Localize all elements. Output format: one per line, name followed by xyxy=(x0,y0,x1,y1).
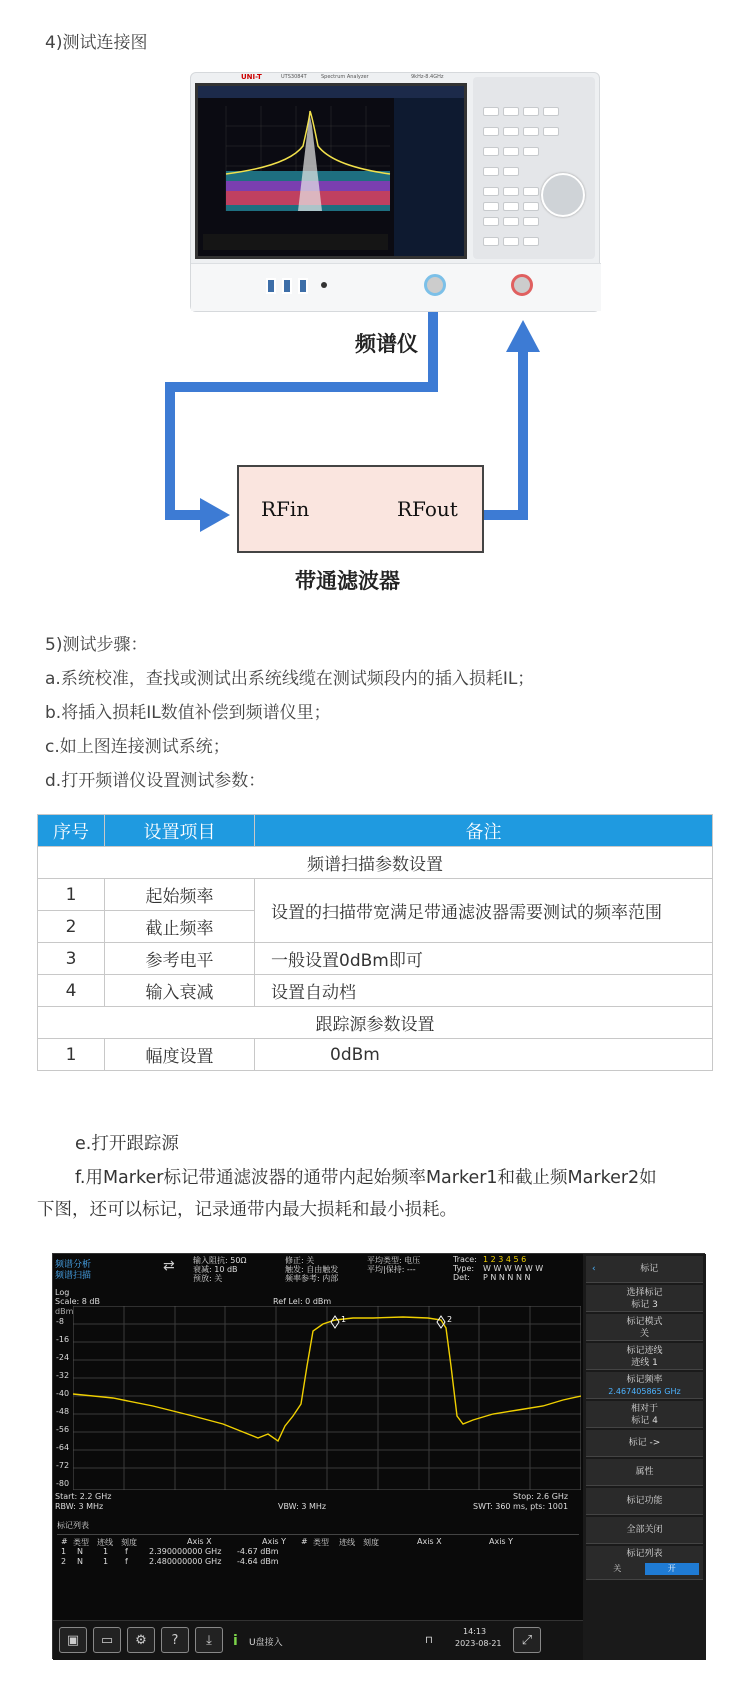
arrow-line xyxy=(518,350,528,520)
type-label: Type: xyxy=(453,1264,475,1273)
log-label: Log xyxy=(55,1288,70,1297)
filter-label: 带通滤波器 xyxy=(295,569,400,593)
spectrum-plot xyxy=(73,1306,581,1490)
help-icon[interactable]: ? xyxy=(161,1627,189,1653)
hdr-preamp: 预放: 关 xyxy=(193,1274,223,1283)
hdr-trigger: 触发: 自由触发 xyxy=(285,1265,339,1274)
mk-header: Axis Y xyxy=(262,1537,287,1546)
toggle-on[interactable]: 开 xyxy=(645,1563,700,1575)
marker-function-button[interactable]: 标记功能 xyxy=(586,1488,703,1515)
mk-cell: 2.480000000 GHz xyxy=(149,1557,222,1566)
marker-table xyxy=(57,1534,579,1586)
mk-cell: N xyxy=(77,1557,83,1566)
y-tick: -56 xyxy=(56,1425,70,1434)
row-item: 参考电平 xyxy=(105,943,255,975)
menu-title-label: 标记 xyxy=(640,1264,659,1274)
analyzer-screenshot xyxy=(52,1253,705,1659)
hdr-avghold: 平均|保持: --- xyxy=(367,1265,416,1274)
marker-list-title: 标记列表 xyxy=(57,1521,89,1530)
steps-title: 5)测试步骤： xyxy=(45,635,148,655)
vbw-label: VBW: 3 MHz xyxy=(278,1502,327,1511)
row-note-merged: 设置的扫描带宽满足带通滤波器需要测试的频率范围 xyxy=(255,879,713,943)
step-f-line2: 下图，还可以标记，记录通带内最大损耗和最小损耗。 xyxy=(37,1200,457,1220)
row-note: 一般设置0dBm即可 xyxy=(255,943,713,975)
trace-label: 标记迹线 xyxy=(626,1346,663,1356)
section-tracking: 跟踪源参数设置 xyxy=(38,1007,713,1039)
mk-cell: 2 xyxy=(61,1557,67,1566)
arrow-line xyxy=(165,382,438,392)
device-model: UTS3084T xyxy=(281,74,307,80)
header-note: 备注 xyxy=(255,815,713,847)
marker-freq-button[interactable] xyxy=(586,1372,703,1399)
device-front-panel xyxy=(473,77,595,259)
rf-output-port-icon xyxy=(424,274,446,296)
mk-header: 迹线 xyxy=(97,1538,113,1547)
header-item: 设置项目 xyxy=(105,815,255,847)
y-tick: -40 xyxy=(56,1389,70,1398)
spectrum-analyzer-image xyxy=(190,72,600,312)
rfout-label: RFout xyxy=(397,497,458,521)
brand-logo: UNI-T xyxy=(241,73,262,81)
header-no: 序号 xyxy=(38,815,105,847)
row-item: 截止频率 xyxy=(105,911,255,943)
mk-header: # xyxy=(301,1537,308,1546)
device-label: 频谱仪 xyxy=(355,332,418,356)
usb-icon: ⊓ xyxy=(425,1635,433,1646)
mk-header: Axis X xyxy=(417,1537,442,1546)
list-label: 标记列表 xyxy=(626,1549,663,1559)
mk-header: 类型 xyxy=(313,1538,329,1547)
step-c: c.如上图连接测试系统； xyxy=(45,737,230,757)
ref-level: Ref Lel: 0 dBm xyxy=(273,1297,332,1306)
device-bottom xyxy=(191,263,601,311)
row-no: 1 xyxy=(38,1039,105,1071)
marker-2-label: 2 xyxy=(447,1315,453,1324)
row-note: 设置自动档 xyxy=(255,975,713,1007)
arrow-line xyxy=(428,312,438,392)
relative-to-button[interactable] xyxy=(586,1401,703,1428)
scale-label: Scale: 8 dB xyxy=(55,1297,100,1306)
mk-cell: -4.67 dBm xyxy=(237,1547,279,1556)
start-freq: Start: 2.2 GHz xyxy=(55,1492,112,1501)
device-freq: 9kHz-8.4GHz xyxy=(411,74,444,80)
row-no: 4 xyxy=(38,975,105,1007)
row-item: 起始频率 xyxy=(105,879,255,911)
rel-label: 相对于 xyxy=(630,1404,658,1414)
mk-cell: -4.64 dBm xyxy=(237,1557,279,1566)
hdr-freqref: 频率参考: 内部 xyxy=(285,1274,339,1283)
section-sweep: 频谱扫描参数设置 xyxy=(38,847,713,879)
mk-cell: f xyxy=(125,1547,128,1556)
trace-value: 迹线 1 xyxy=(631,1358,658,1368)
det-label: Det: xyxy=(453,1273,470,1282)
bandpass-filter-box xyxy=(237,465,484,553)
rel-value: 标记 4 xyxy=(631,1416,658,1426)
y-tick: -8 xyxy=(56,1317,64,1326)
mk-cell: 1 xyxy=(103,1547,109,1556)
y-tick: -32 xyxy=(56,1371,70,1380)
bottom-toolbar xyxy=(53,1620,583,1660)
clock-time: 14:13 xyxy=(463,1627,487,1636)
marker-1-label: 1 xyxy=(341,1315,347,1324)
menu-title[interactable] xyxy=(586,1256,703,1283)
toggle-off[interactable]: 关 xyxy=(613,1564,622,1573)
step4-title: 4)测试连接图 xyxy=(45,33,148,53)
hdr-avgtype: 平均类型: 电压 xyxy=(367,1256,421,1265)
step-e: e.打开跟踪源 xyxy=(75,1134,179,1154)
freq-value: 2.467405865 GHz xyxy=(608,1387,681,1396)
mk-cell: 2.390000000 GHz xyxy=(149,1547,222,1556)
hdr-correction: 修正: 关 xyxy=(285,1256,315,1265)
fullscreen-icon[interactable]: ⤢ xyxy=(513,1627,541,1653)
mk-header: 类型 xyxy=(73,1538,89,1547)
row-item: 输入衰减 xyxy=(105,975,255,1007)
info-icon: i xyxy=(233,1633,238,1649)
arrow-up-icon xyxy=(506,320,540,352)
freq-label: 标记频率 xyxy=(626,1375,663,1385)
rotary-knob xyxy=(541,173,585,217)
settings-table xyxy=(37,814,713,1071)
select-marker-button[interactable] xyxy=(586,1285,703,1312)
hdr-atten: 衰减: 10 dB xyxy=(193,1265,238,1274)
mode-label: 频谱分析 xyxy=(55,1260,92,1270)
screenshot-icon[interactable]: ▣ xyxy=(59,1627,87,1653)
device-product: Spectrum Analyzer xyxy=(321,74,369,80)
mk-header: 刻度 xyxy=(363,1538,379,1547)
mode-value: 关 xyxy=(639,1329,649,1339)
row-item: 幅度设置 xyxy=(105,1039,255,1071)
mode-sub-label: 频谱扫描 xyxy=(55,1271,92,1281)
sel-label: 选择标记 xyxy=(626,1288,663,1298)
step-a: a.系统校准，查找或测试出系统线缆在测试频段内的插入损耗IL； xyxy=(45,669,535,689)
type-values: W W W W W W xyxy=(483,1264,544,1273)
marker-side-menu xyxy=(583,1254,706,1660)
rbw-label: RBW: 3 MHz xyxy=(55,1502,104,1511)
usb-status: U盘接入 xyxy=(249,1638,283,1648)
stop-freq: Stop: 2.6 GHz xyxy=(513,1492,569,1501)
step-d: d.打开频谱仪设置测试参数： xyxy=(45,771,266,791)
arrow-line xyxy=(165,382,175,520)
trace-numbers: 1 2 3 4 5 6 xyxy=(483,1255,527,1264)
y-tick: -64 xyxy=(56,1443,70,1452)
mk-cell: 1 xyxy=(103,1557,109,1566)
all-off-button[interactable]: 全部关闭 xyxy=(586,1517,703,1544)
clock-date: 2023-08-21 xyxy=(455,1639,502,1648)
hdr-impedance: 输入阻抗: 50Ω xyxy=(193,1256,247,1265)
row-no: 2 xyxy=(38,911,105,943)
mk-cell: 1 xyxy=(61,1547,67,1556)
rfin-label: RFin xyxy=(261,497,310,521)
y-tick: -48 xyxy=(56,1407,70,1416)
step-f-line1: f.用Marker标记带通滤波器的通带内起始频率Marker1和截止频Marker2如 xyxy=(75,1168,657,1188)
mode-label: 标记模式 xyxy=(626,1317,663,1327)
row-no: 3 xyxy=(38,943,105,975)
unit-label: dBm xyxy=(55,1307,74,1316)
marker-list-toggle[interactable] xyxy=(586,1546,703,1580)
mk-header: 刻度 xyxy=(121,1538,137,1547)
trace-label: Trace: xyxy=(453,1255,477,1264)
marker-mode-button[interactable] xyxy=(586,1314,703,1341)
mk-header: # xyxy=(61,1537,68,1546)
arrow-right-icon xyxy=(200,498,230,532)
mk-header: 迹线 xyxy=(339,1538,355,1547)
mk-cell: f xyxy=(125,1557,128,1566)
swap-icon[interactable]: ⇄ xyxy=(163,1258,175,1274)
step-b: b.将插入损耗IL数值补偿到频谱仪里； xyxy=(45,703,331,723)
y-tick: -80 xyxy=(56,1479,70,1488)
rf-input-port-icon xyxy=(511,274,533,296)
gear-icon[interactable]: ⚙ xyxy=(127,1627,155,1653)
download-icon[interactable]: ⤓ xyxy=(195,1627,223,1653)
y-tick: -16 xyxy=(56,1335,70,1344)
marker-trace-button[interactable] xyxy=(586,1343,703,1370)
row-note: 0dBm xyxy=(255,1039,713,1071)
sel-value: 标记 3 xyxy=(631,1300,658,1310)
row-no: 1 xyxy=(38,879,105,911)
y-tick: -24 xyxy=(56,1353,70,1362)
mk-header: Axis X xyxy=(187,1537,212,1546)
y-tick: -72 xyxy=(56,1461,70,1470)
device-screen xyxy=(195,83,467,259)
back-chevron-icon: ‹ xyxy=(592,1264,596,1274)
mk-cell: N xyxy=(77,1547,83,1556)
swt-label: SWT: 360 ms, pts: 1001 xyxy=(473,1502,569,1511)
mk-header: Axis Y xyxy=(489,1537,514,1546)
marker-to-button[interactable]: 标记 -> xyxy=(586,1430,703,1457)
device-screen-plot xyxy=(198,86,464,256)
det-values: P N N N N N xyxy=(483,1273,531,1282)
attribute-button[interactable]: 属性 xyxy=(586,1459,703,1486)
folder-icon[interactable]: ▭ xyxy=(93,1627,121,1653)
